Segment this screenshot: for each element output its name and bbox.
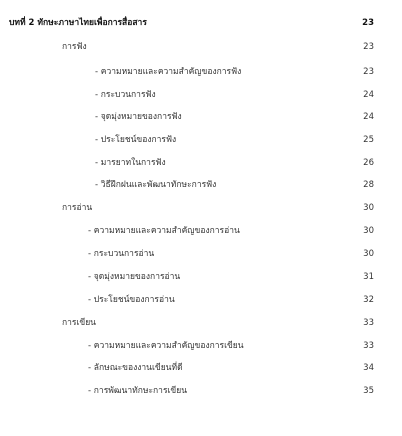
toc-item-row	[0, 154, 402, 172]
item-title: - กระบวนการอ่าน	[88, 249, 155, 259]
item-title: - ประโยชน์ของการอ่าน	[88, 295, 175, 305]
toc-item-row	[0, 131, 402, 149]
item-title: - ลักษณะของงานเขียนที่ดี	[88, 363, 183, 373]
toc-item-row	[0, 382, 402, 400]
section-title: การฟัง	[62, 42, 87, 52]
item-page-number: 33	[363, 341, 374, 351]
item-page-number: 24	[363, 112, 374, 122]
section-page-number: 30	[363, 203, 374, 213]
toc-item-row	[0, 63, 402, 81]
item-title: - ความหมายและความสำคัญของการอ่าน	[88, 226, 240, 236]
toc-item-row	[0, 291, 402, 309]
item-page-number: 30	[363, 226, 374, 236]
toc-item-row	[0, 359, 402, 377]
section-title: การอ่าน	[62, 203, 93, 213]
item-page-number: 32	[363, 295, 374, 305]
section-title: การเขียน	[62, 318, 96, 328]
item-page-number: 35	[363, 386, 374, 396]
item-title: - ความหมายและความสำคัญของการเขียน	[88, 341, 244, 351]
item-page-number: 28	[363, 180, 374, 190]
section-page-number: 23	[363, 42, 374, 52]
item-page-number: 25	[363, 135, 374, 145]
item-title: - กระบวนการฟัง	[95, 90, 156, 100]
item-title: - มารยาทในการฟัง	[95, 158, 166, 168]
toc-item-row	[0, 245, 402, 263]
item-page-number: 34	[363, 363, 374, 373]
toc-section-row	[0, 38, 402, 56]
toc-section-row	[0, 314, 402, 332]
item-title: - ประโยชน์ของการฟัง	[95, 135, 177, 145]
item-title: - การพัฒนาทักษะการเขียน	[88, 386, 188, 396]
item-page-number: 30	[363, 249, 374, 259]
chapter-page-number: 23	[362, 18, 374, 28]
toc-item-row	[0, 176, 402, 194]
item-page-number: 31	[363, 272, 374, 282]
toc-item-row	[0, 108, 402, 126]
chapter-title: บทที่ 2 ทักษะภาษาไทยเพื่อการสื่อสาร	[9, 18, 147, 28]
item-title: - จุดมุ่งหมายของการฟัง	[95, 112, 182, 122]
item-page-number: 26	[363, 158, 374, 168]
section-page-number: 33	[363, 318, 374, 328]
item-page-number: 24	[363, 90, 374, 100]
toc-item-row	[0, 337, 402, 355]
toc-section-row	[0, 199, 402, 217]
toc-item-row	[0, 86, 402, 104]
item-title: - จุดมุ่งหมายของการอ่าน	[88, 272, 181, 282]
toc-item-row	[0, 222, 402, 240]
item-page-number: 23	[363, 67, 374, 77]
item-title: - ความหมายและความสำคัญของการฟัง	[95, 67, 242, 77]
item-title: - วิธีฝึกฝนและพัฒนาทักษะการฟัง	[95, 180, 217, 190]
toc-chapter-row	[0, 14, 402, 32]
toc-item-row	[0, 268, 402, 286]
